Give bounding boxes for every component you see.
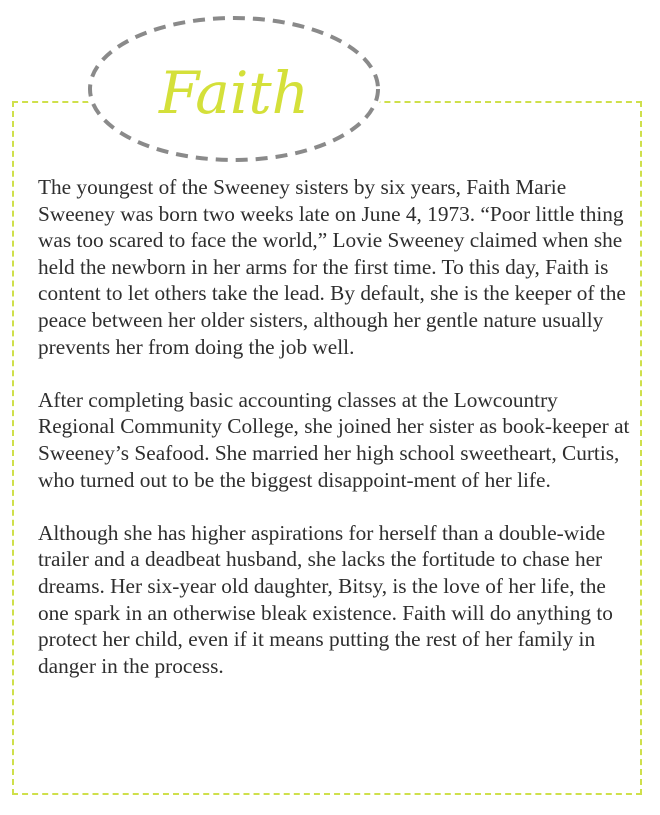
paragraph-1: The youngest of the Sweeney sisters by six years, Faith Marie Sweeney was born two weeks late on June 4, 1973. “Poor little thing was too scared to face the world,” Lovie Sweeney claimed when she held the newborn in her arms for the first time. To this day, Faith is content to let others take the lead. By default, she is the keeper of the peace between her older sisters, although her gentle nature usually prevents her from doing the job well. xyxy=(38,175,626,359)
page-title: Faith xyxy=(158,59,310,127)
bio-text xyxy=(38,174,638,679)
dashed-ellipse xyxy=(86,14,382,164)
title-badge xyxy=(86,14,382,164)
paragraph-2: After completing basic accounting classes at the Lowcountry Regional Community College, she joined her sister as book-keeper at Sweeney’s Seafood. She married her high school sweetheart, Curtis, who turned out to be the biggest disappoint-ment of her life. xyxy=(38,387,630,492)
paragraph-3: Although she has higher aspirations for herself than a double-wide trailer and a deadbeat husband, she lacks the fortitude to chase her dreams. Her six-year old daughter, Bitsy, is the love of her life, the one spark in an otherwise bleak existence. Faith will do anything to protect her child, even if it means putting the rest of her family in danger in the process. xyxy=(38,520,613,678)
